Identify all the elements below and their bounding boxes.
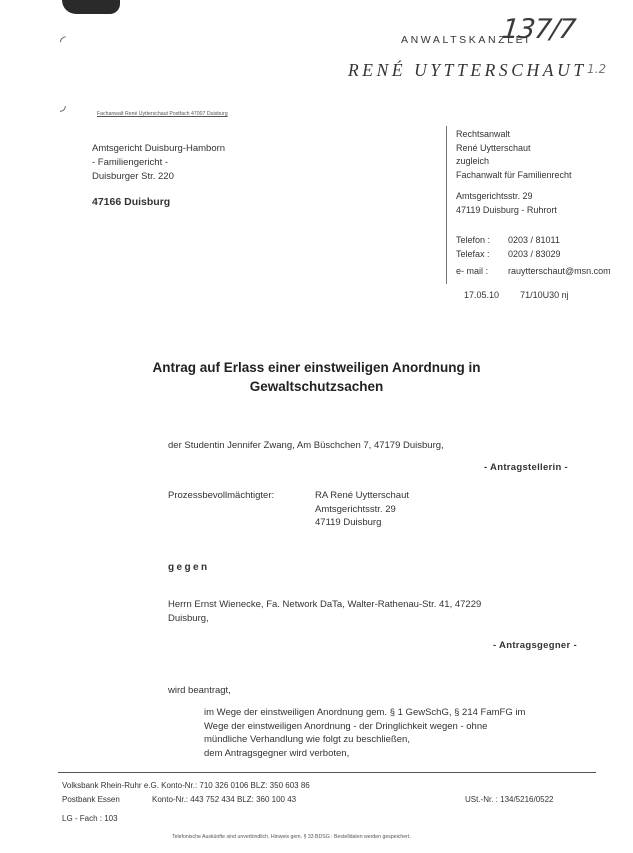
recipient-line: Duisburger Str. 220 (92, 171, 174, 182)
handwritten-file-number: 137/7 (500, 14, 577, 45)
motion-line: Wege der einstweiligen Anordnung - der Dringlichkeit wegen - ohne (204, 720, 488, 732)
phone-number: 0203 / 81011 (508, 235, 560, 245)
attorney-label: Prozessbevollmächtigter: (168, 490, 275, 501)
motion-line: im Wege der einstweiligen Anordnung gem. § 1 GewSchG, § 214 FamFG im (204, 707, 526, 718)
respondent-role: - Antragsgegner - (493, 640, 577, 651)
punch-hole-mark-icon: ◜ (60, 32, 66, 50)
motion-line: mündliche Verhandlung wie folgt zu beschließen, (204, 734, 410, 745)
scan-smudge (62, 0, 120, 14)
bank-account: Konto-Nr.: 443 752 434 BLZ: 360 100 43 (152, 795, 297, 804)
respondent-line: Duisburg, (168, 612, 209, 624)
motion-text (204, 706, 525, 760)
against-label: gegen (168, 562, 210, 573)
file-reference: 71/10U30 nj (520, 290, 569, 300)
lawyer-title: zugleich (456, 156, 490, 166)
fax-label: Telefax : (456, 248, 490, 259)
letter-date: 17.05.10 (464, 290, 500, 300)
attorney-city: 47119 Duisburg (315, 517, 382, 528)
letterhead-divider (446, 126, 447, 284)
motion-line: dem Antragsgegner wird verboten, (204, 747, 350, 759)
applicant-line: der Studentin Jennifer Zwang, Am Büschchen 7, 47179 Duisburg, (168, 440, 444, 451)
recipient-line: - Familiengericht - (92, 157, 169, 168)
date-reference-line (464, 290, 569, 300)
applicant-role: - Antragstellerin - (484, 462, 568, 473)
bank-details-primary: Volksbank Rhein-Ruhr e.G. Konto-Nr.: 710 326 0106 BLZ: 350 603 86 (62, 781, 310, 790)
lawyer-title: Rechtsanwalt (456, 129, 511, 139)
punch-hole-mark-icon: ◞ (60, 96, 66, 114)
email-row (456, 265, 611, 279)
court-box: LG - Fach : 103 (62, 814, 118, 823)
phone-row (456, 234, 561, 248)
fax-number: 0203 / 83029 (508, 248, 561, 259)
motion-intro: wird beantragt, (168, 685, 231, 696)
firm-label: ANWALTSKANZLEI (401, 34, 531, 46)
email-address[interactable]: rauytterschaut@msn.com (508, 266, 611, 276)
fax-row (456, 248, 561, 262)
bank-details-secondary (62, 795, 296, 804)
phone-label: Telefon : (456, 235, 491, 245)
tax-number: USt.-Nr. : 134/5216/0522 (465, 795, 554, 804)
attorney-name: RA René Uytterschaut (315, 490, 409, 501)
attorney-address (315, 489, 409, 530)
office-address (456, 190, 557, 217)
firm-name: RENÉ UYTTERSCHAUT (348, 60, 587, 80)
recipient-city: 47166 Duisburg (92, 196, 171, 208)
office-city: 47119 Duisburg - Ruhrort (456, 204, 557, 215)
sender-line: Fachanwalt René Uytterschaut Postfach 47007 Duisburg (97, 111, 228, 117)
title-line: Antrag auf Erlass einer einstweiligen Anordnung in (152, 360, 481, 375)
document-title (0, 358, 633, 396)
email-label: e- mail : (456, 266, 489, 276)
recipient-address (92, 142, 225, 184)
respondent-line: Herrn Ernst Wienecke, Fa. Network DaTa, Walter-Rathenau-Str. 41, 47229 (168, 599, 482, 610)
recipient-line: Amtsgericht Duisburg-Hamborn (92, 143, 226, 154)
office-street: Amtsgerichtsstr. 29 (456, 191, 533, 201)
contact-block (456, 234, 561, 261)
lawyer-title: Fachanwalt für Familienrecht (456, 169, 572, 180)
handwritten-note: 1.2 (587, 62, 607, 76)
respondent-block (168, 598, 481, 625)
attorney-street: Amtsgerichtsstr. 29 (315, 503, 396, 515)
footer-disclaimer: Telefonische Auskünfte sind unverbindlich. Hinweis gem. § 33 BDSG : Bestelldaten werden gespeichert. (172, 834, 411, 840)
footer-divider (58, 772, 596, 773)
bank-name: Postbank Essen (62, 795, 120, 804)
lawyer-title-block (456, 128, 572, 182)
lawyer-name: René Uytterschaut (456, 142, 531, 153)
title-line: Gewaltschutzsachen (249, 379, 384, 394)
